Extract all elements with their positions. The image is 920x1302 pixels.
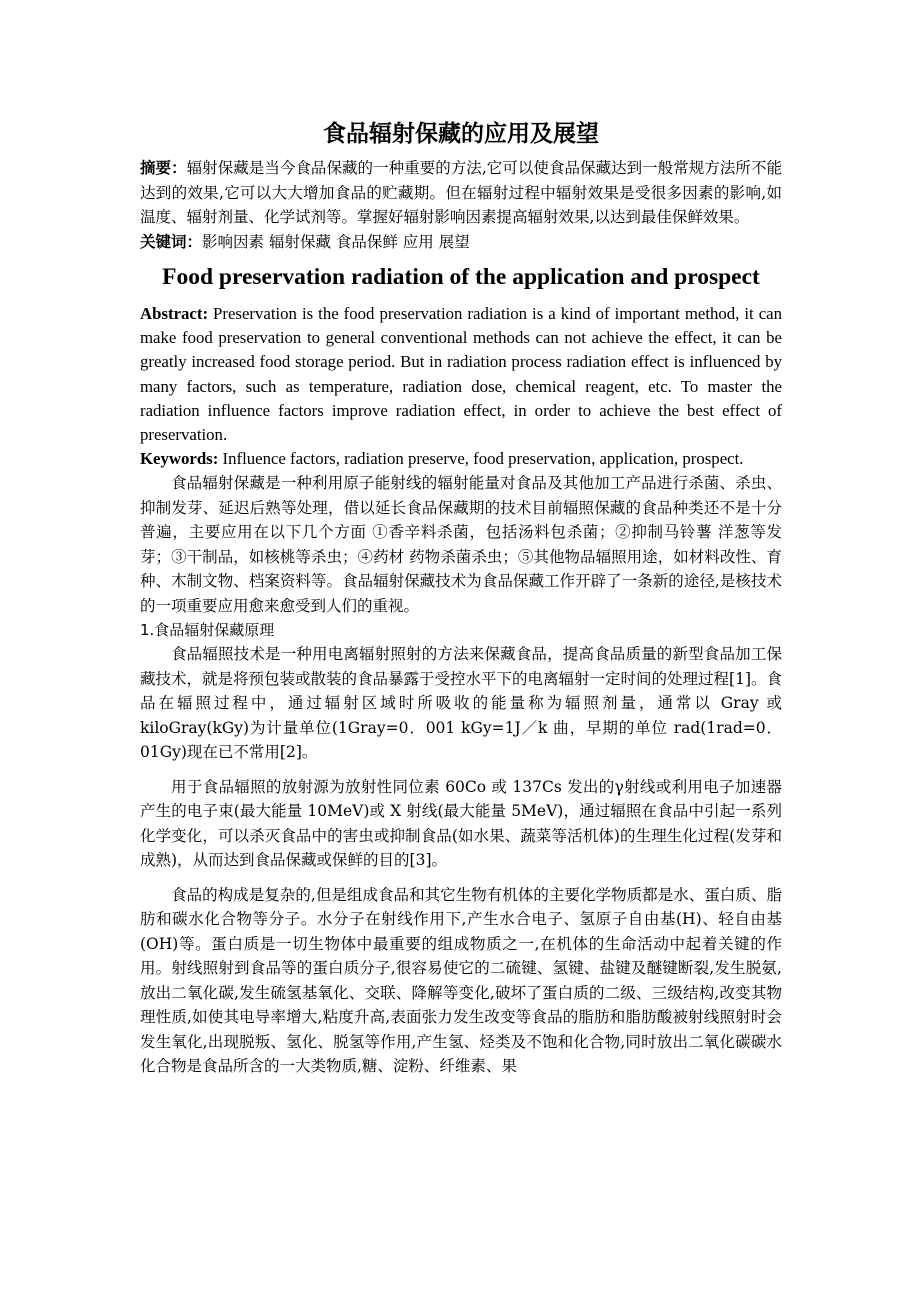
keywords-cn-label: 关键词： (140, 232, 203, 251)
page-title: 食品辐射保藏的应用及展望 (323, 121, 599, 147)
abstract-en (140, 302, 782, 447)
keywords-cn-text: 影响因素 辐射保藏 食品保鲜 应用 展望 (202, 232, 470, 251)
section-heading: 1.食品辐射保藏原理 (140, 621, 275, 640)
paragraph-gap (140, 873, 782, 883)
abstract-cn-text: 辐射保藏是当今食品保藏的一种重要的方法,它可以使食品保藏达到一般常规方法所不能达到的效果,它可以大大增加食品的贮藏期。但在辐射过程中辐射效果是受很多因素的影响,如温度、辐射剂量、化学试剂等。掌握好辐射影响因素提高辐射效果,以达到最佳保鲜效果。 (140, 159, 782, 226)
body-paragraph-2: 用于食品辐照的放射源为放射性同位素 60Co 或 137Cs 发出的γ射线或利用电子加速器产生的电子束(最大能量 10MeV)或 X 射线(最大能量 5MeV)，通过辐照在食品中引起一系列化学变化，可以杀灭食品中的害虫或抑制食品(如水果、蔬菜等活机体)的生理生化过程(发芽和成熟)，从而达到食品保藏或保鲜的目的[3]。 (140, 777, 782, 870)
abstract-en-label: Abstract: (140, 304, 209, 323)
intro-paragraph: 食品辐射保藏是一种利用原子能射线的辐射能量对食品及其他加工产品进行杀菌、杀虫、抑制发芽、延迟后熟等处理，借以延长食品保藏期的技术目前辐照保藏的食品种类还不是十分普遍，主要应用在以下几个方面 ①香辛料杀菌，包括汤料包杀菌；②抑制马铃薯 洋葱等发芽；③干制品，如核桃等杀虫；④药材 药物杀菌杀虫；⑤其他物品辐照用途，如材料改性、育种、木制文物、档案资料等。食品辐射保藏技术为食品保藏工作开辟了一条新的途径,是核技术的一项重要应用愈来愈受到人们的重视。 (140, 474, 782, 615)
paragraph-gap (140, 765, 782, 775)
body-paragraph-3: 食品的构成是复杂的,但是组成食品和其它生物有机体的主要化学物质都是水、蛋白质、脂肪和碳水化合物等分子。水分子在射线作用下,产生水合电子、氢原子自由基(H)、轻自由基(OH)等。蛋白质是一切生物体中最重要的组成物质之一,在机体的生命活动中起着关键的作用。射线照射到食品等的蛋白质分子,很容易使它的二硫键、氢键、盐键及醚键断裂,发生脱氨,放出二氧化碳,发生硫氢基氧化、交联、降解等变化,破坏了蛋白质的二级、三级结构,改变其物理性质,如使其电导率增大,粘度升高,表面张力发生改变等食品的脂肪和脂肪酸被射线照射时会发生氧化,出现脱叛、氢化、脱氢等作用,产生氢、烃类及不饱和化合物,同时放出二氧化碳碳水化合物是食品所含的一大类物质,糖、淀粉、纤维素、果 (140, 885, 782, 1076)
keywords-en (140, 447, 782, 471)
keywords-cn (140, 230, 782, 255)
keywords-en-text: Influence factors, radiation preserve, food preservation, application, prospect. (218, 449, 744, 469)
abstract-en-text: Preservation is the food preservation radiation is a kind of important method, it can make food preservation to general conventional methods can not achieve the effect, it can be greatly increased food storage period. But in radiation process radiation effect is influenced by many factors, such as temperature, radiation dose, chemical reagent, etc. To master the radiation influence factors improve radiation effect, in order to achieve the best effect of preservation. (140, 304, 782, 445)
abstract-cn-label: 摘要： (140, 159, 187, 177)
keywords-en-label: Keywords: (140, 449, 219, 469)
abstract-cn (140, 156, 782, 230)
document-page (140, 116, 782, 1079)
english-title: Food preservation radiation of the application and prospect (162, 264, 760, 290)
body-paragraph-1: 食品辐照技术是一种用电离辐射照射的方法来保藏食品，提高食品质量的新型食品加工保藏技术，就是将预包装或散装的食品暴露于受控水平下的电离辐射一定时间的处理过程[1]。食品在辐照过程中，通过辐射区域时所吸收的能量称为辐照剂量，通常以 Gray 或 kiloGray(kGy)为计量单位(1Gray=0．001 kGy=1J／k 曲，早期的单位 rad(1rad=0．01Gy)现在已不常用[2]。 (140, 645, 782, 762)
